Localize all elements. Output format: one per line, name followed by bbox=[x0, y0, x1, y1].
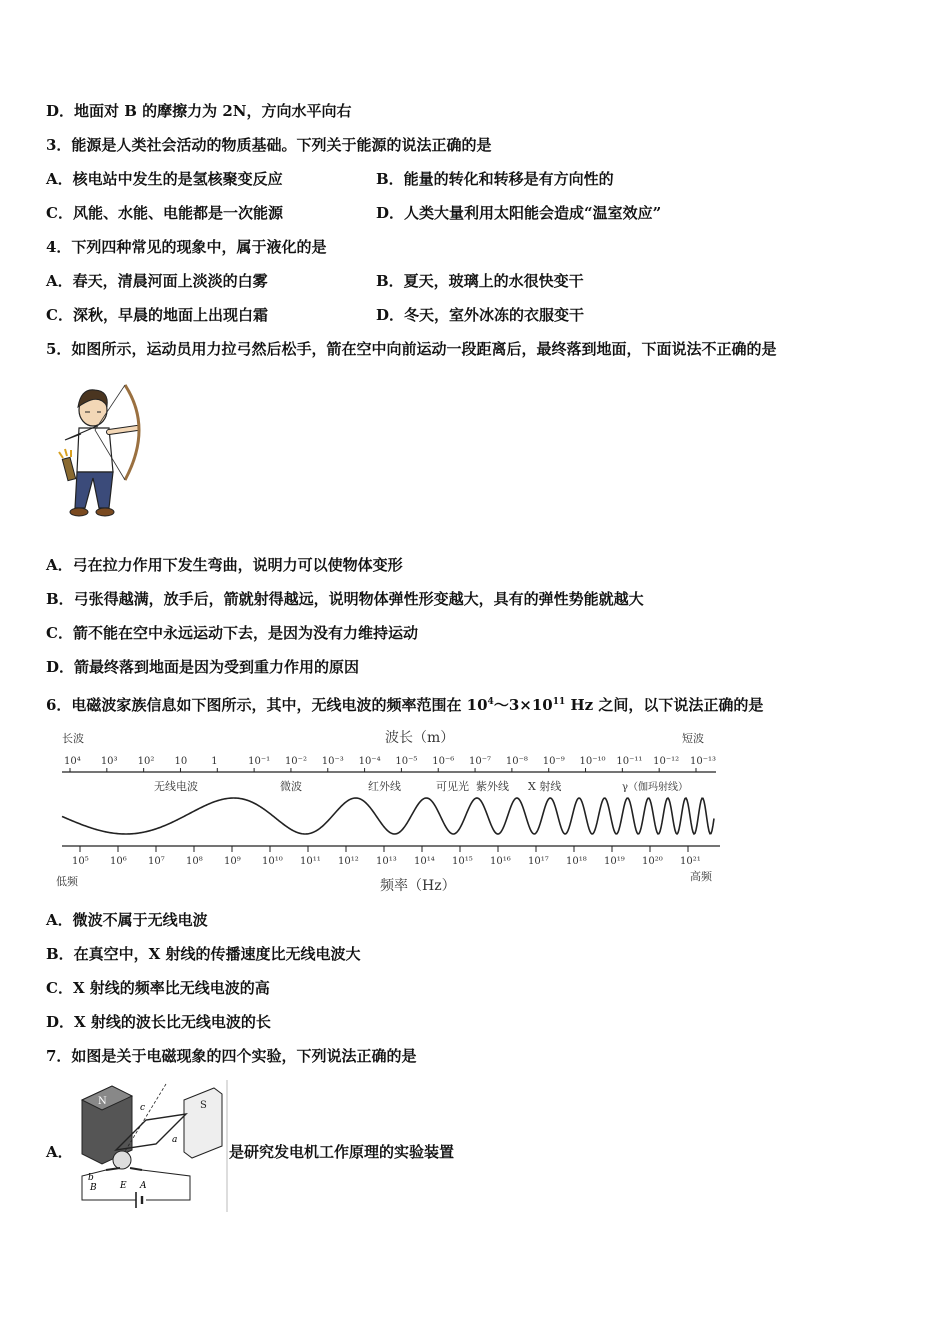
low-freq-label: 低频 bbox=[56, 875, 78, 888]
band-label: X 射线 bbox=[528, 780, 562, 793]
archer-figure bbox=[55, 380, 150, 525]
svg-text:b: b bbox=[88, 1173, 94, 1183]
q3-option-a: A．核电站中发生的是氢核聚变反应 bbox=[46, 170, 283, 188]
svg-text:A: A bbox=[140, 1181, 147, 1191]
archer-body bbox=[59, 426, 137, 516]
q5-option-b: B．弓张得越满，放手后，箭就射得越远，说明物体弹性形变越大，具有的弹性势能就越大 bbox=[46, 590, 644, 608]
svg-text:B: B bbox=[90, 1183, 97, 1193]
frequency-tick-label: 10¹⁶ bbox=[490, 856, 511, 867]
q6-option-a: A．微波不属于无线电波 bbox=[46, 911, 208, 929]
q4-option-b: B．夏天，玻璃上的水很快变干 bbox=[376, 272, 584, 290]
q5-option-a: A．弓在拉力作用下发生弯曲，说明力可以使物体变形 bbox=[46, 556, 403, 574]
frequency-tick-label: 10⁵ bbox=[72, 856, 89, 867]
frequency-tick-label: 10²⁰ bbox=[642, 856, 663, 867]
wavelength-tick-label: 10⁻⁴ bbox=[358, 756, 381, 767]
frequency-tick-label: 10¹⁰ bbox=[262, 856, 283, 867]
wavelength-tick-label: 10⁻⁶ bbox=[432, 756, 455, 767]
q3-option-c: C．风能、水能、电能都是一次能源 bbox=[46, 204, 283, 222]
wavelength-tick-label: 10⁻⁷ bbox=[469, 756, 492, 767]
band-label: 紫外线 bbox=[476, 780, 509, 793]
svg-text:a: a bbox=[172, 1135, 178, 1145]
q6-stem: 6．电磁波家族信息如下图所示，其中，无线电波的频率范围在 $10^4\sim 3\times 10^{11}$ Hz 之间，以下说法正确的是 bbox=[46, 696, 764, 714]
short-wave-label: 短波 bbox=[682, 732, 704, 745]
q3-option-d: D．人类大量利用太阳能会造成“温室效应” bbox=[376, 204, 662, 222]
q4-stem: 4．下列四种常见的现象中，属于液化的是 bbox=[46, 238, 327, 256]
wavelength-tick-label: 10 bbox=[174, 756, 188, 767]
q7-option-a-label: A． bbox=[46, 1143, 73, 1161]
svg-text:S: S bbox=[200, 1100, 207, 1111]
long-wave-label: 长波 bbox=[62, 732, 84, 745]
wavelength-tick-label: 10⁻³ bbox=[321, 756, 344, 767]
frequency-tick-label: 10⁷ bbox=[148, 856, 165, 867]
q3-stem: 3．能源是人类社会活动的物质基础。下列关于能源的说法正确的是 bbox=[46, 136, 492, 154]
em-spectrum-figure bbox=[50, 722, 730, 898]
q3-option-b: B．能量的转化和转移是有方向性的 bbox=[376, 170, 614, 188]
frequency-tick-label: 10⁸ bbox=[186, 856, 203, 867]
frequency-tick-label: 10¹⁹ bbox=[604, 856, 625, 867]
wavelength-tick-label: 10⁻⁸ bbox=[505, 756, 528, 767]
frequency-tick-label: 10²¹ bbox=[680, 856, 701, 867]
q5-stem: 5．如图所示，运动员用力拉弓然后松手，箭在空中向前运动一段距离后，最终落到地面，下面说法不正确的是 bbox=[46, 340, 777, 358]
wavelength-tick-label: 10⁻¹⁰ bbox=[579, 756, 606, 767]
band-label: 微波 bbox=[280, 780, 302, 793]
svg-text:c: c bbox=[140, 1103, 146, 1113]
frequency-tick-label: 10⁹ bbox=[224, 856, 241, 867]
wavelength-tick-label: 10³ bbox=[100, 756, 118, 767]
wavelength-tick-label: 10⁻⁵ bbox=[395, 756, 418, 767]
wavelength-tick-label: 10² bbox=[137, 756, 155, 767]
frequency-tick-label: 10¹⁷ bbox=[528, 856, 549, 867]
frequency-title: 频率（Hz） bbox=[380, 878, 456, 894]
archer-head bbox=[78, 390, 107, 426]
wavelength-tick-label: 10⁻¹ bbox=[248, 756, 271, 767]
wavelength-tick-label: 10⁻² bbox=[284, 756, 307, 767]
high-freq-label: 高频 bbox=[690, 870, 712, 883]
wavelength-tick-label: 1 bbox=[211, 756, 218, 767]
wavelength-tick-label: 10⁻⁹ bbox=[542, 756, 565, 767]
q2-option-d: D．地面对 B 的摩擦力为 2N，方向水平向右 bbox=[46, 102, 352, 120]
band-label: 红外线 bbox=[368, 780, 401, 793]
circuit bbox=[82, 1170, 190, 1208]
svg-text:N: N bbox=[98, 1096, 107, 1107]
wavelength-tick-label: 10⁻¹¹ bbox=[616, 756, 643, 767]
q7-option-a-text: 是研究发电机工作原理的实验装置 bbox=[229, 1143, 455, 1161]
frequency-ticks bbox=[72, 846, 701, 867]
wavelength-tick-label: 10⁻¹³ bbox=[690, 756, 717, 767]
band-label: 可见光 bbox=[436, 780, 469, 793]
q4-option-a: A．春天，清晨河面上淡淡的白雾 bbox=[46, 272, 268, 290]
wavelength-title: 波长（m） bbox=[385, 730, 455, 746]
frequency-tick-label: 10¹⁴ bbox=[414, 856, 435, 867]
electromagnet-experiment-figure bbox=[76, 1080, 228, 1212]
frequency-tick-label: 10¹⁸ bbox=[566, 856, 587, 867]
frequency-tick-label: 10¹¹ bbox=[300, 856, 321, 867]
q6-option-c: C．X 射线的频率比无线电波的高 bbox=[46, 979, 270, 997]
wavelength-tick-label: 10⁴ bbox=[64, 756, 81, 767]
q5-option-c: C．箭不能在空中永远运动下去，是因为没有力维持运动 bbox=[46, 624, 418, 642]
svg-text:E: E bbox=[120, 1181, 127, 1191]
q6-option-d: D．X 射线的波长比无线电波的长 bbox=[46, 1013, 271, 1031]
band-label: γ（伽玛射线） bbox=[622, 782, 688, 793]
magnet-s-pole bbox=[184, 1088, 222, 1158]
frequency-tick-label: 10¹⁵ bbox=[452, 856, 473, 867]
q6-option-b: B．在真空中，X 射线的传播速度比无线电波大 bbox=[46, 945, 361, 963]
wavelength-tick-label: 10⁻¹² bbox=[653, 756, 680, 767]
frequency-tick-label: 10⁶ bbox=[110, 856, 127, 867]
frequency-tick-label: 10¹³ bbox=[376, 856, 397, 867]
wavelength-ticks bbox=[64, 756, 716, 772]
wave-curve bbox=[62, 798, 714, 834]
q5-option-d: D．箭最终落到地面是因为受到重力作用的原因 bbox=[46, 658, 360, 676]
frequency-tick-label: 10¹² bbox=[338, 856, 359, 867]
band-label: 无线电波 bbox=[154, 780, 198, 793]
band-labels bbox=[154, 779, 688, 793]
q4-option-c: C．深秋，早晨的地面上出现白霜 bbox=[46, 306, 268, 324]
q7-stem: 7．如图是关于电磁现象的四个实验，下列说法正确的是 bbox=[46, 1047, 417, 1065]
q4-option-d: D．冬天，室外冰冻的衣服变干 bbox=[376, 306, 585, 324]
